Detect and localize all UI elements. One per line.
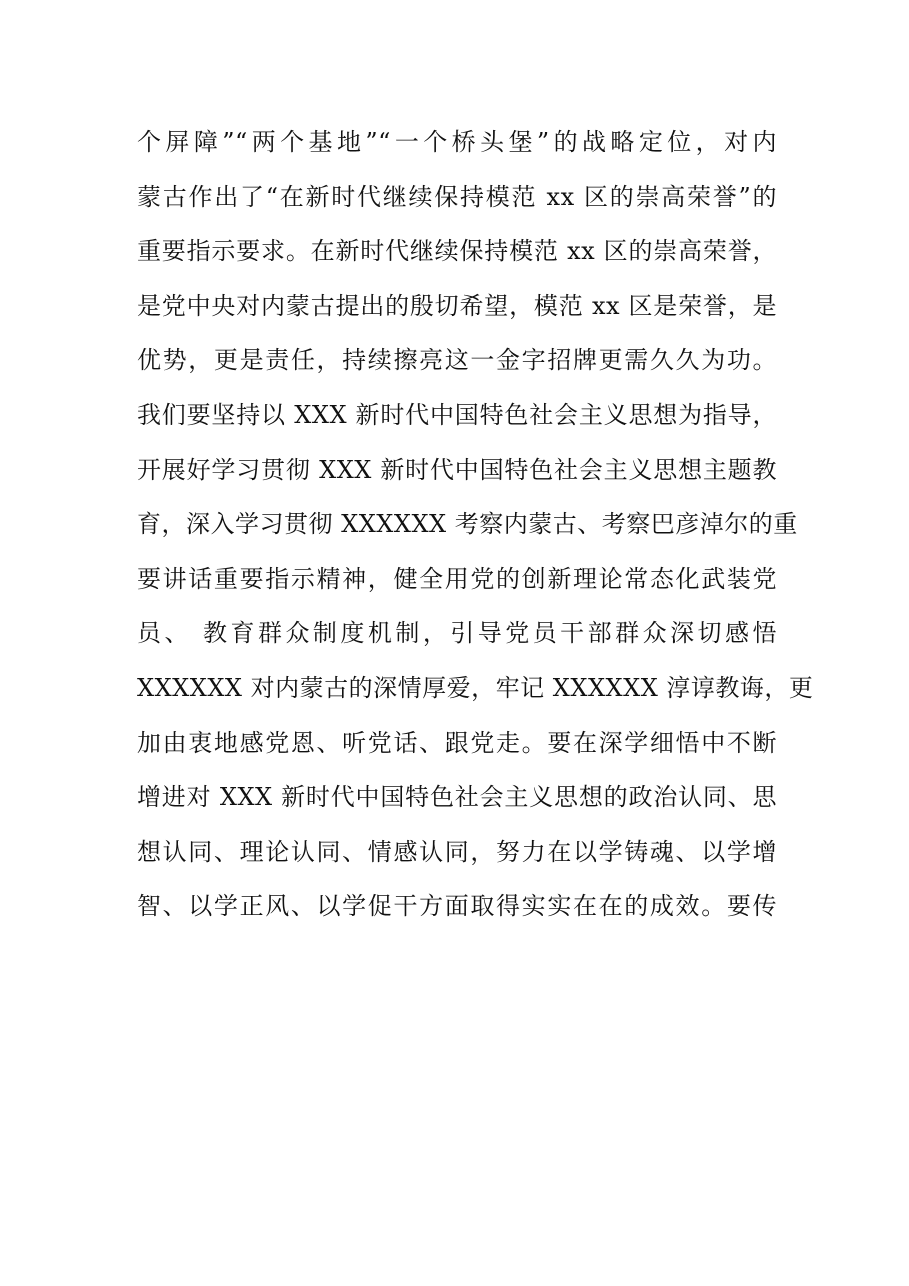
text-line: 我们要坚持以 XXX 新时代中国特色社会主义思想为指导， [137,400,777,429]
text-line: 想认同、理论认同、情感认同，努力在以学铸魂、以学增 [137,837,777,866]
text-line: 优势，更是责任，持续擦亮这一金字招牌更需久久为功。 [137,346,777,375]
text-line: 员、 教育群众制度机制，引导党员干部群众深切感悟 [137,619,777,648]
text-line: XXXXXX 对内蒙古的深情厚爱，牢记 XXXXXX 淳谆教诲，更 [137,673,814,702]
text-line: 蒙古作出了“在新时代继续保持模范 xx 区的崇高荣誉”的 [137,182,777,211]
body-text [137,115,814,934]
text-line: 重要指示要求。在新时代继续保持模范 xx 区的崇高荣誉， [137,237,777,266]
text-line: 加由衷地感党恩、听党话、跟党走。要在深学细悟中不断 [137,728,777,757]
text-line: 开展好学习贯彻 XXX 新时代中国特色社会主义思想主题教 [137,455,777,484]
text-line: 增进对 XXX 新时代中国特色社会主义思想的政治认同、思 [137,783,777,812]
text-line: 育，深入学习贯彻 XXXXXX 考察内蒙古、考察巴彦淖尔的重 [137,510,798,539]
text-line: 是党中央对内蒙古提出的殷切希望，模范 xx 区是荣誉，是 [137,291,777,320]
text-line: 个屏障”“两个基地”“一个桥头堡”的战略定位，对内 [137,128,777,156]
text-line: 要讲话重要指示精神，健全用党的创新理论常态化武装党 [137,564,777,593]
text-line: 智、以学正风、以学促干方面取得实实在在的成效。要传 [137,892,777,921]
